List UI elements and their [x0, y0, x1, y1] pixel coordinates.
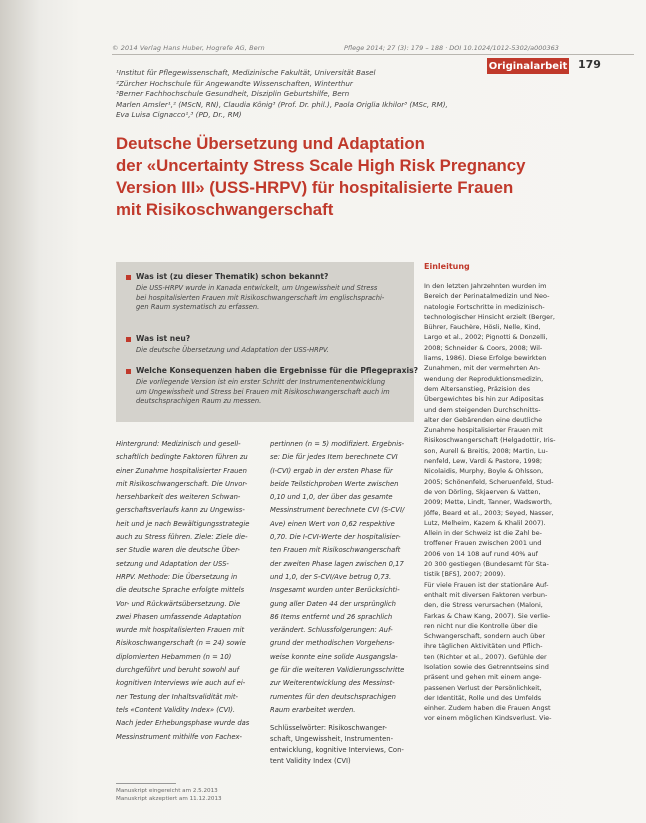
- body-line: wendung der Reproduktionsmedizin,: [424, 374, 544, 383]
- body-line: Für viele Frauen ist der stationäre Auf-: [424, 580, 549, 589]
- abstract-line: ser Studie waren die deutsche Über-: [116, 546, 240, 555]
- body-line: der Identität, Rolle und des Umfelds: [424, 693, 542, 702]
- body-line: und dem steigenden Durchschnitts-: [424, 405, 541, 414]
- abstract-line: mit Risikoschwangerschaft. Die Unvor-: [116, 479, 248, 488]
- body-line: einher. Zudem haben die Frauen Angst: [424, 704, 551, 713]
- abstract-line: beide Teilstichproben Werte zwischen: [270, 479, 399, 488]
- body-line: Lutz, Melheim, Kazem & Khalil 2007).: [424, 518, 546, 527]
- body-line: liams, 1986). Diese Erfolge bewirkten: [424, 354, 547, 363]
- abstract-line: wurde mit hospitalisierten Frauen mit: [116, 626, 245, 635]
- running-head-left: © 2014 Verlag Hans Huber, Hogrefe AG, Bern: [112, 44, 265, 52]
- abstract-line: ge für die weiteren Validierungsschritte: [270, 666, 405, 675]
- affiliation-line: ³Berner Fachhochschule Gesundheit, Disziplin Geburtshilfe, Bern: [116, 89, 350, 99]
- key-answer: Die deutsche Übersetzung und Adaptation der USS-HRPV.: [136, 346, 329, 354]
- abstract-line: gerschaftsverlaufs kann zu Ungewiss-: [116, 506, 245, 515]
- abstract-line: Insgesamt wurden unter Berücksichti-: [270, 586, 400, 595]
- bullet-square-icon: [126, 337, 131, 342]
- key-answer: Die USS-HRPV wurde in Kanada entwickelt, um Ungewissheit und Stress bei hospitalisierten Frauen mit Risikoschwangerschaft im englischsprachi- gen Raum systematisch zu erfassen.: [136, 284, 385, 312]
- body-line: Zunahme hospitalisierter Frauen mit: [424, 426, 543, 435]
- abstract-line: die deutsche Sprache erfolgte mittels: [116, 586, 245, 595]
- title-line: der «Uncertainty Stress Scale High Risk Pregnancy: [116, 156, 526, 175]
- body-line: Largo et al., 2002; Pignotti & Donzelli,: [424, 333, 548, 342]
- body-line: passenen Verlust der Persönlichkeit,: [424, 683, 542, 692]
- abstract-line: weise konnte eine solide Ausgangsla-: [270, 652, 398, 661]
- abstract-line: ner Testung der Inhaltsvalidität mit-: [116, 692, 239, 701]
- abstract-line: hersehbarkeit des weiteren Schwan-: [116, 493, 241, 502]
- body-line: Allein in der Schweiz ist die Zahl be-: [424, 529, 543, 538]
- abstract-line: gung aller Daten 44 der ursprünglich: [270, 599, 396, 608]
- body-line: enthalt mit diversen Faktoren verbun-: [424, 590, 548, 599]
- body-line: Bührer, Fauchère, Hösli, Nelle, Kind,: [424, 323, 541, 332]
- abstract-line: Hintergrund: Medizinisch und gesell-: [116, 440, 241, 448]
- body-line: tistik [BFS], 2007; 2009).: [424, 570, 506, 579]
- abstract-line: verändert. Schlussfolgerungen: Auf-: [270, 626, 393, 635]
- abstract-line: Risikoschwangerschaft (n = 24) sowie: [116, 639, 246, 648]
- title-line: mit Risikoschwangerschaft: [116, 200, 334, 219]
- body-line: nenfeld, Lew, Vardi & Pastore, 1998;: [424, 457, 543, 466]
- body-line: de von Dörling, Skjaerven & Vatten,: [424, 487, 541, 496]
- article-title: [116, 133, 526, 221]
- body-line: Farkas & Chaw Kang, 2007). Sie verlie-: [424, 611, 551, 620]
- key-question: Was ist (zu dieser Thematik) schon bekannt?: [126, 272, 328, 281]
- key-answer: Die vorliegende Version ist ein erster Schritt der Instrumentenentwicklung um Ungewissheit und Stress bei Frauen mit Risikoschwangerschaft auch im deutschsprachigen Raum zu messen.: [136, 378, 390, 406]
- abstract-line: tels «Content Validity Index» (CVI).: [116, 705, 236, 714]
- abstract-line: auch zu Stress führen. Ziele: Ziele die-: [116, 533, 248, 542]
- page-number: 179: [578, 58, 601, 71]
- body-line: dem Altersanstieg, Präzision des: [424, 384, 531, 393]
- body-line: Isolation sowie des Getrenntseins sind: [424, 662, 549, 671]
- abstract-line: (I-CVI) ergab in der ersten Phase für: [270, 466, 393, 475]
- abstract-line: Messinstrument mithilfe von Fachex-: [116, 732, 242, 741]
- abstract-line: heit und je nach Bewältigungsstrategie: [116, 519, 250, 528]
- body-line: präsent und gehen mit einem ange-: [424, 673, 542, 682]
- footnote: Manuskript eingereicht am 2.5.2013 Manuskript akzeptiert am 11.12.2013: [116, 788, 222, 802]
- body-line: Schwangerschaft, sondern auch über: [424, 632, 546, 641]
- body-line: ihre täglichen Aktivitäten und Pflich-: [424, 642, 543, 651]
- abstract-line: grund der methodischen Vorgehens-: [270, 639, 395, 648]
- introduction-column: [424, 262, 574, 724]
- abstract-line: durchgeführt und beruht sowohl auf: [116, 666, 240, 675]
- abstract-line: einer Zunahme hospitalisierter Frauen: [116, 466, 247, 475]
- body-line: technologischer Hinsicht erzielt (Berger,: [424, 312, 555, 321]
- abstract-line: kognitiven Interviews wie auch auf ei-: [116, 679, 246, 688]
- authors-line: Eva Luisa Cignacco¹,³ (PD, Dr., RM): [116, 110, 242, 120]
- abstract-column-right: [270, 438, 414, 767]
- abstract-line: 0,10 und 1,0, der über das gesamte: [270, 493, 393, 502]
- header-rule: [112, 54, 634, 55]
- keywords-line: tent Validity Index (CVI): [270, 757, 351, 766]
- body-line: 2005; Schönenfeld, Scheruenfeld, Stud-: [424, 477, 554, 486]
- body-line: Risikoschwangerschaft (Helgadottir, Iris-: [424, 436, 556, 445]
- abstract-line: se: Die für jedes Item berechnete CVI: [270, 453, 398, 462]
- affiliation-line: ²Zürcher Hochschule für Angewandte Wissenschaften, Winterthur: [116, 78, 353, 88]
- body-line: 2009; Mette, Lindt, Tanner, Wadsworth,: [424, 498, 553, 507]
- abstract-line: und 1,0, der S-CVI/Ave betrug 0,73.: [270, 572, 392, 581]
- abstract-line: pertinnen (n = 5) modifiziert. Ergebnis-: [270, 440, 405, 448]
- body-line: Nicolaidis, Murphy, Boyle & Ohlsson,: [424, 467, 544, 476]
- abstract-line: ten Frauen mit Risikoschwangerschaft: [270, 546, 401, 555]
- keywords-line: Schlüsselwörter: Risikoschwanger-: [270, 724, 388, 733]
- abstract-line: zwei Phasen umfassende Adaptation: [116, 612, 242, 621]
- bullet-square-icon: [126, 369, 131, 374]
- title-line: Version III» (USS-HRPV) für hospitalisierte Frauen: [116, 178, 514, 197]
- body-line: natologie Fortschritte in medizinisch-: [424, 302, 545, 311]
- body-line: 2008; Schneider & Coors, 2008; Wil-: [424, 343, 543, 352]
- abstract-line: der zweiten Phase lagen zwischen 0,17: [270, 559, 404, 568]
- body-line: ren nicht nur die Kontrolle über die: [424, 621, 538, 630]
- abstract-line: Messinstrument berechnete CVI (S-CVI/: [270, 506, 405, 515]
- body-line: 2006 von 14 108 auf rund 40% auf: [424, 549, 538, 558]
- body-line: ten (Richter et al., 2007). Gefühle der: [424, 652, 547, 661]
- keywords-line: entwicklung, kognitive Interviews, Con-: [270, 746, 404, 755]
- section-heading: Einleitung: [424, 262, 470, 271]
- running-head-right: Pflege 2014; 27 (3): 179 – 188 · DOI 10.1024/1012-5302/a000363: [344, 44, 559, 52]
- abstract-line: diplomierten Hebammen (n = 10): [116, 652, 232, 661]
- abstract-line: schaftlich bedingte Faktoren führen zu: [116, 453, 248, 462]
- body-line: Bereich der Perinatalmedizin und Neo-: [424, 292, 550, 301]
- abstract-column-left: [116, 438, 260, 744]
- abstract-line: Ave) einen Wert von 0,62 respektive: [270, 519, 395, 528]
- body-line: alter der Gebärenden eine deutliche: [424, 415, 543, 424]
- body-line: son, Aurell & Breitis, 2008; Martin, Lu-: [424, 446, 548, 455]
- abstract-line: Raum erarbeitet werden.: [270, 705, 356, 714]
- affiliations: [116, 68, 486, 121]
- keywords-line: schaft, Ungewissheit, Instrumenten-: [270, 735, 394, 744]
- abstract-line: rumentes für den deutschsprachigen: [270, 692, 396, 701]
- body-line: Übergewichtes bis hin zur Adipositas: [424, 395, 544, 404]
- abstract-line: 0,70. Die I-CVI-Werte der hospitalisier-: [270, 533, 401, 542]
- section-badge: Originalarbeit: [487, 58, 569, 74]
- key-points-box: [116, 262, 419, 422]
- body-line: troffener Frauen zwischen 2001 und: [424, 539, 542, 548]
- footnote-rule: [116, 783, 176, 784]
- abstract-line: setzung und Adaptation der USS-: [116, 559, 229, 568]
- bullet-square-icon: [126, 275, 131, 280]
- body-line: Jöffe, Beard et al., 2003; Seyed, Nasser,: [424, 508, 554, 517]
- title-line: Deutsche Übersetzung und Adaptation: [116, 134, 425, 153]
- body-line: In den letzten Jahrzehnten wurden im: [424, 282, 547, 290]
- body-line: den, die Stress verursachen (Maloni,: [424, 601, 543, 610]
- abstract-line: Vor- und Rückwärtsübersetzung. Die: [116, 599, 241, 608]
- authors-line: Marlen Amsler¹,² (MScN, RN), Claudia König³ (Prof. Dr. phil.), Paola Origlia Ikhilor³ (MSc, RM),: [116, 99, 448, 109]
- abstract-line: 86 Items entfernt und 26 sprachlich: [270, 612, 393, 621]
- body-line: vor einem möglichen Kindsverlust. Vie-: [424, 714, 552, 723]
- abstract-line: zur Weiterentwicklung des Messinst-: [270, 679, 395, 688]
- abstract-line: Nach jeder Erhebungsphase wurde das: [116, 719, 250, 728]
- body-line: Zunahmen, mit der vermehrten An-: [424, 364, 541, 373]
- body-line: 20 300 gestiegen (Bundesamt für Sta-: [424, 560, 549, 569]
- affiliation-line: ¹Institut für Pflegewissenschaft, Medizinische Fakultät, Universität Basel: [116, 68, 376, 77]
- key-question: Was ist neu?: [126, 334, 190, 343]
- abstract-line: HRPV. Methode: Die Übersetzung in: [116, 572, 238, 581]
- key-question: Welche Konsequenzen haben die Ergebnisse für die Pflegepraxis?: [126, 366, 418, 375]
- introduction-body: [424, 281, 574, 724]
